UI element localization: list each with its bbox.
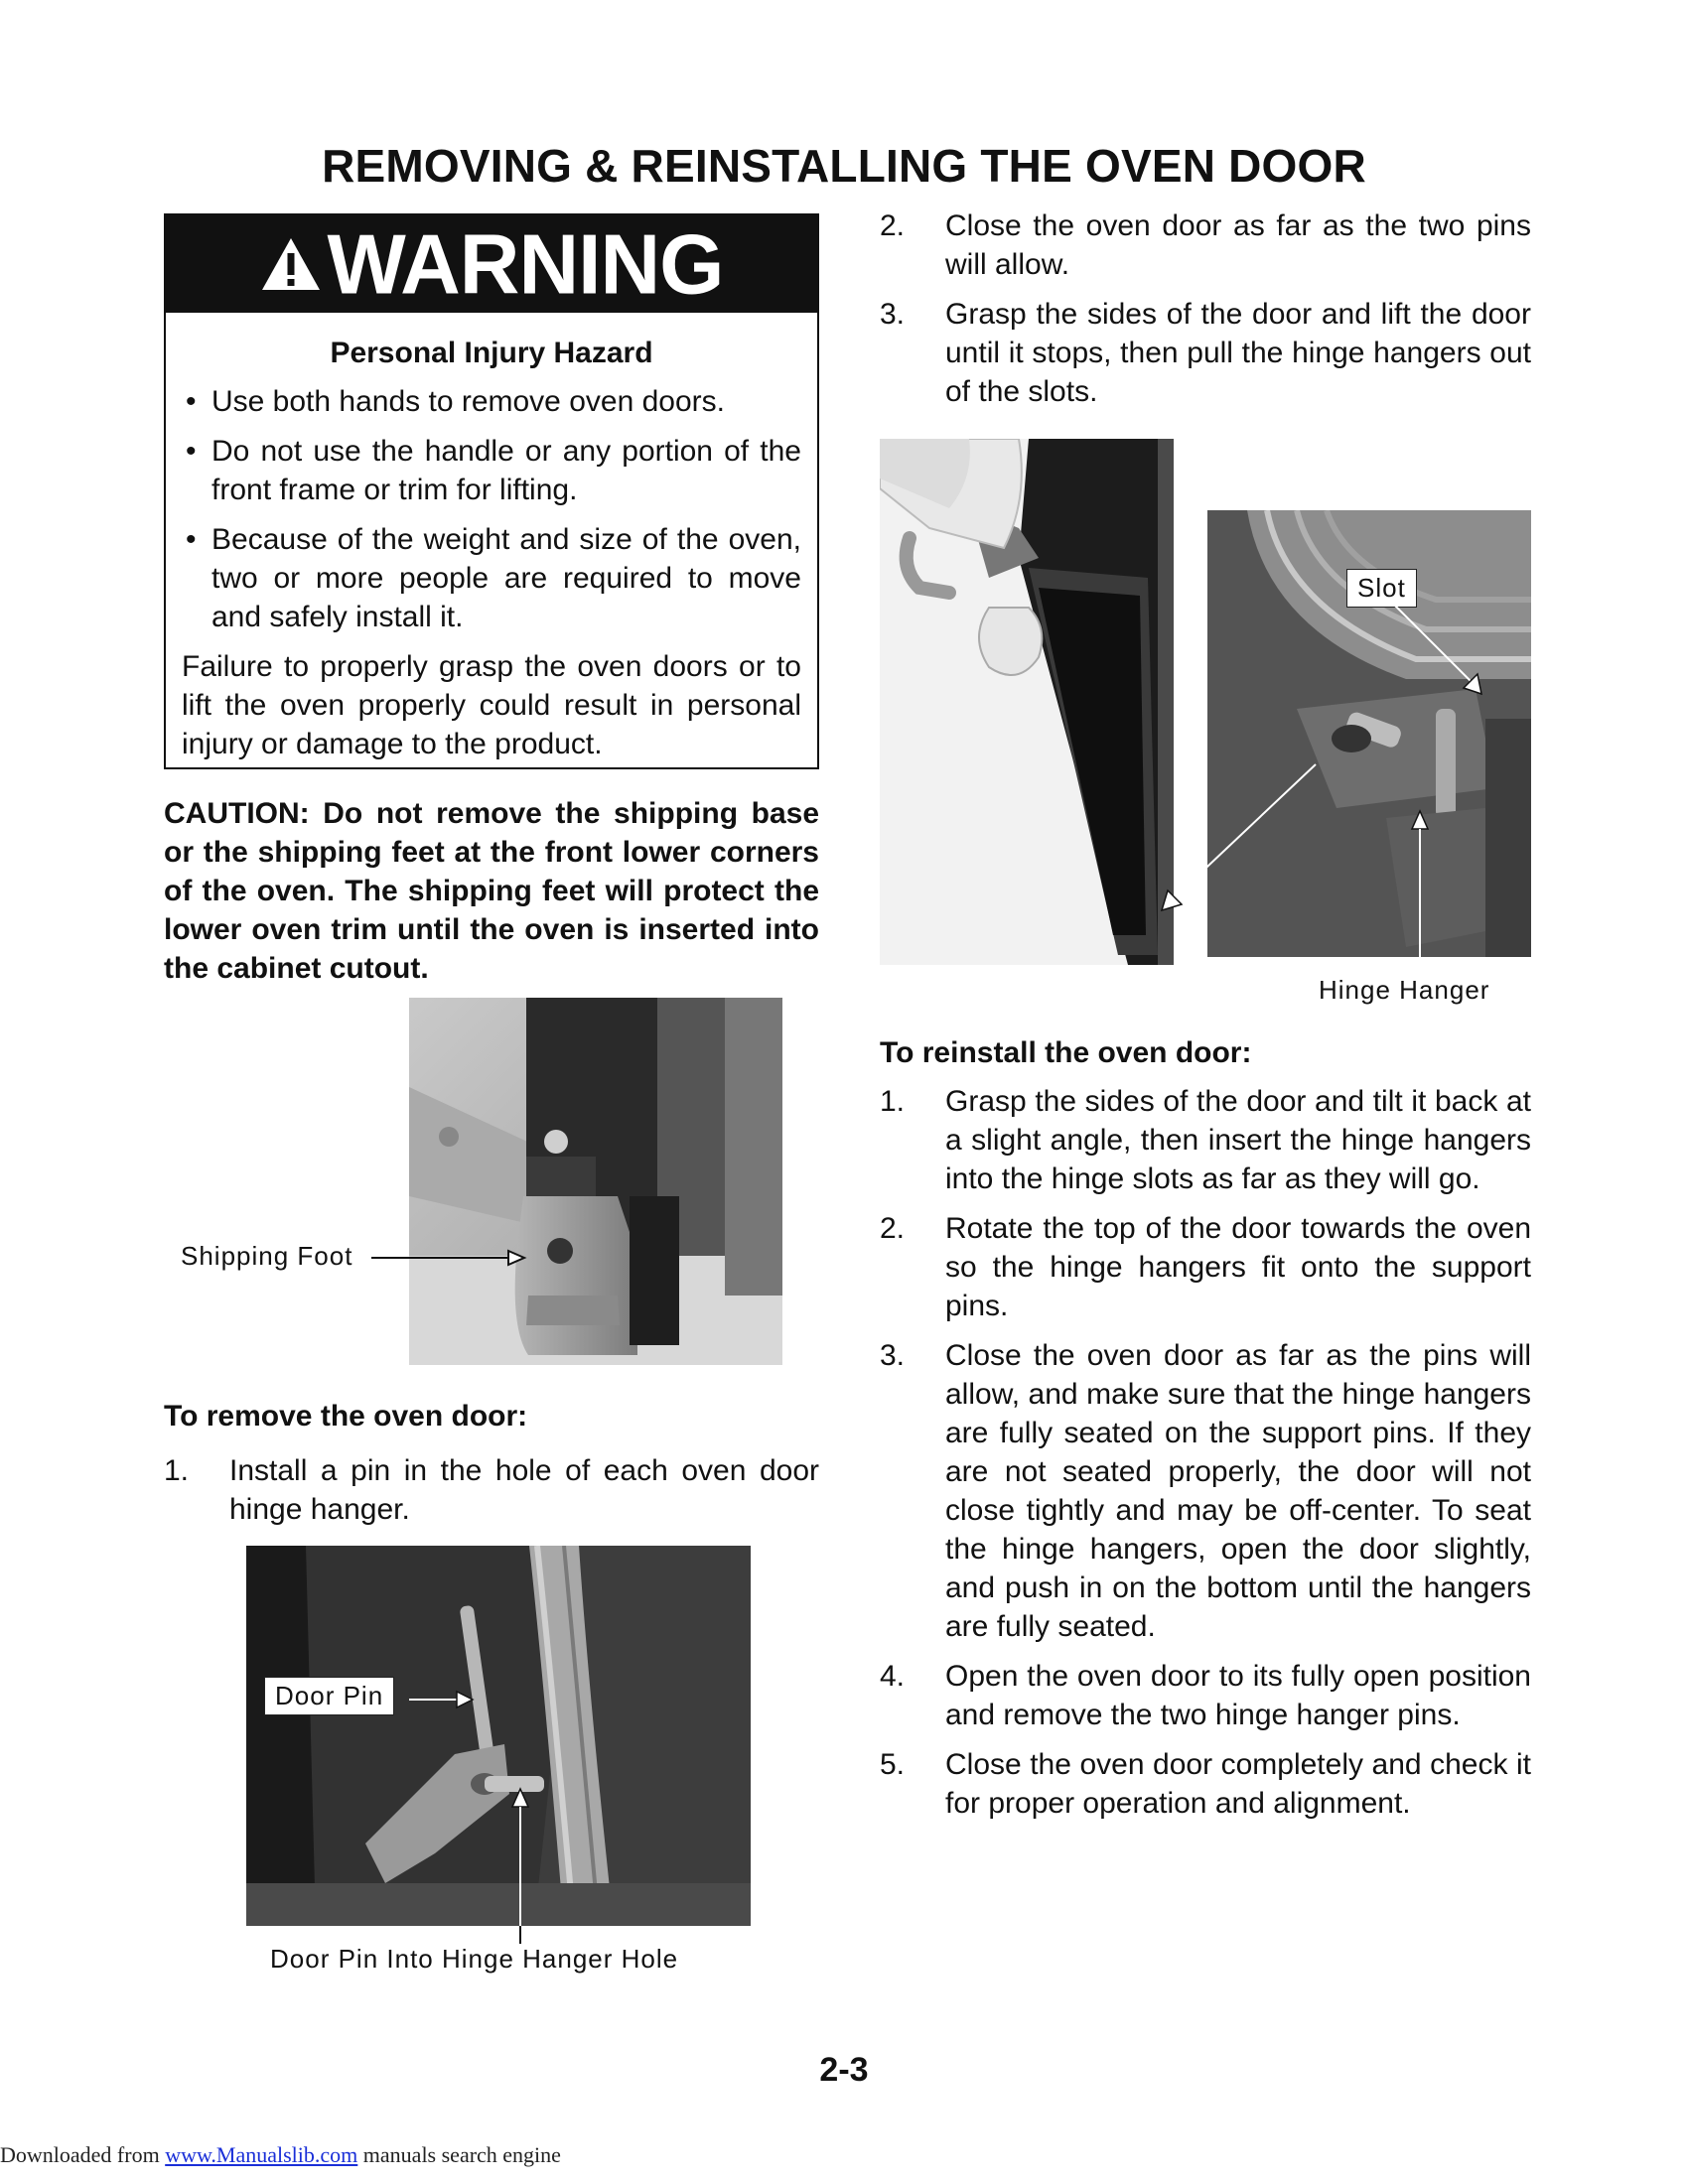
warning-heading: WARNING xyxy=(327,216,724,312)
warning-bullet: • Use both hands to remove oven doors. xyxy=(186,385,725,418)
footer-link[interactable]: www.Manualslib.com xyxy=(165,2142,358,2167)
warning-failure-text: Failure to properly grasp the oven doors or to lift the oven properly could result in personal injury or damage to the product. xyxy=(182,650,801,760)
shipping-foot-arrow xyxy=(369,1246,528,1270)
shipping-foot-label: Shipping Foot xyxy=(181,1241,353,1271)
door-edge-arrow xyxy=(1152,759,1321,918)
remove-step: 2. Close the oven door as far as the two pins will allow. xyxy=(880,209,1531,281)
remove-step: 1. Install a pin in the hole of each oven door hinge hanger. xyxy=(164,1454,819,1526)
warning-bullet: • Because of the weight and size of the oven, two or more people are required to move and safely install it. xyxy=(186,523,801,633)
footer xyxy=(0,2142,561,2168)
reinstall-steps-list xyxy=(880,1082,1531,1834)
reinstall-step: 5. Close the oven door completely and check it for proper operation and alignment. xyxy=(880,1748,1531,1820)
page-title: REMOVING & REINSTALLING THE OVEN DOOR xyxy=(322,140,1366,192)
hinge-hanger-label: Hinge Hanger xyxy=(1319,975,1490,1005)
slot-arrow xyxy=(1390,601,1489,700)
remove-step: 3. Grasp the sides of the door and lift the door until it stops, then pull the hinge hangers out of the slots. xyxy=(880,298,1531,408)
door-pin-arrow xyxy=(407,1688,477,1711)
remove-heading: To remove the oven door: xyxy=(164,1400,528,1433)
warning-bullet: • Do not use the handle or any portion of the front frame or trim for lifting. xyxy=(186,435,801,506)
warning-header xyxy=(166,215,817,313)
slot-label: Slot xyxy=(1346,569,1417,608)
hinge-hanger-arrow xyxy=(1408,809,1432,978)
footer-suffix: manuals search engine xyxy=(357,2142,561,2167)
hinge-hole-arrow xyxy=(508,1787,532,1946)
door-pin-caption: Door Pin Into Hinge Hanger Hole xyxy=(270,1944,679,1974)
reinstall-step: 4. Open the oven door to its fully open position and remove the two hinge hanger pins. xyxy=(880,1660,1531,1731)
door-pin-photo xyxy=(246,1546,751,1926)
reinstall-step: 3. Close the oven door as far as the pins will allow, and make sure that the hinge hangers are fully seated on the support pins. If they are not seated properly, the door will not close tightly and may be off-center. To seat the hinge hangers, open the door slightly, and push in on the bottom until the hangers are fully seated. xyxy=(880,1339,1531,1643)
reinstall-step: 2. Rotate the top of the door towards the oven so the hinge hangers fit onto the support pins. xyxy=(880,1212,1531,1322)
reinstall-step: 1. Grasp the sides of the door and tilt it back at a slight angle, then insert the hinge hangers into the hinge slots as far as they will go. xyxy=(880,1085,1531,1195)
remove-steps-list-left xyxy=(164,1451,819,1540)
warning-subheading: Personal Injury Hazard xyxy=(330,337,653,369)
page-number: 2-3 xyxy=(819,2051,869,2089)
footer-prefix: Downloaded from xyxy=(0,2142,166,2167)
warning-box xyxy=(164,213,819,769)
shipping-foot-photo xyxy=(409,998,782,1365)
caution-text: CAUTION: Do not remove the shipping base or the shipping feet at the front lower corners of the oven. The shipping feet will protect the lower oven trim until the oven is inserted into the cabinet cutout. xyxy=(164,797,819,985)
warning-triangle-icon xyxy=(260,236,322,292)
reinstall-heading: To reinstall the oven door: xyxy=(880,1036,1252,1069)
remove-steps-list-right xyxy=(880,206,1531,422)
door-pin-label: Door Pin xyxy=(264,1677,394,1715)
door-lift-photo xyxy=(880,439,1174,965)
warning-bullet-list xyxy=(182,382,801,636)
